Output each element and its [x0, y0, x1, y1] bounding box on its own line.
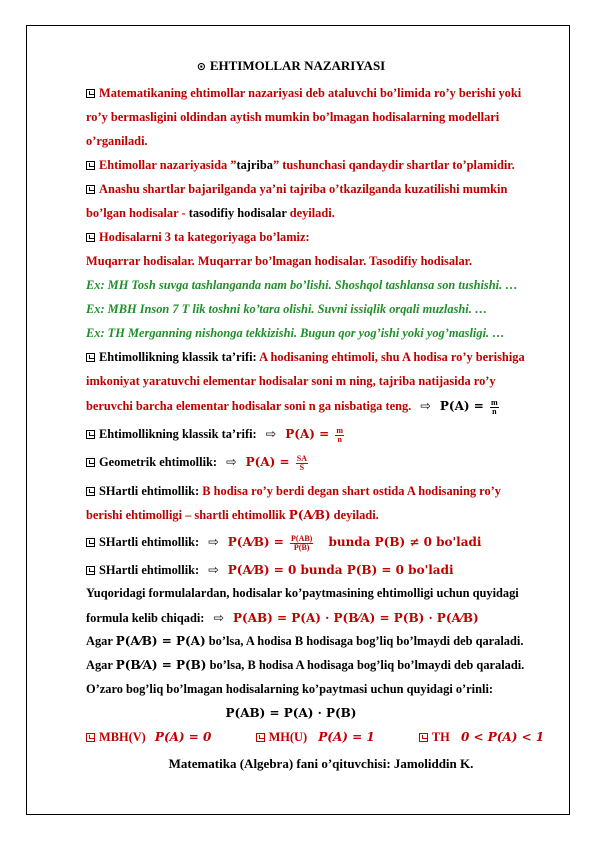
paragraph-line: o’rganiladi.	[86, 134, 148, 148]
paragraph-line: bo’lgan hodisalar - tasodifiy hodisalar deyiladi.	[86, 206, 335, 220]
example-line: Ex: TH Merganning nishonga tekkizishi. Bugun qor yog’ishi yoki yog’masligi. …	[86, 326, 505, 340]
category-summary: MBH(V) P(A) = 0 MH(U) P(A) = 1 TH 0 < P(A) < 1	[86, 730, 544, 745]
paragraph-line: berishi ehtimolligi – shartli ehtimollik P(A⁄B) deyiladi.	[86, 508, 379, 522]
arrow-icon: ⇨	[420, 398, 431, 413]
example-line: Ex: MBH Inson 7 T lik toshni ko’tara olishi. Suvni issiqlik orqali muzlashi. …	[86, 302, 488, 316]
checkbox-icon	[86, 733, 95, 742]
checkbox-icon	[86, 538, 95, 547]
paragraph-line: SHartli ehtimollik: ⇨ P(A⁄B) = 0 bunda P(B) = 0 bo'ladi	[86, 562, 454, 578]
paragraph-line: Yuqoridagi formulalardan, hodisalar ko’paytmasining ehtimolligi uchun quyidagi	[86, 586, 519, 600]
footer-author: Matematika (Algebra) fani o’qituvchisi: Jamoliddin K.	[168, 756, 474, 771]
paragraph-line: Agar P(B⁄A) = P(B) bo’lsa, B hodisa A hodisaga bog’liq bo’lmaydi deb qaraladi.	[86, 658, 525, 672]
independence-formula: P(AB) = P(A) · P(B)	[225, 706, 357, 720]
checkbox-icon	[86, 89, 95, 98]
paragraph-line: Ehtimollar nazariyasida ”tajriba” tushunchasi qandaydir shartlar to’plamidir.	[86, 158, 515, 173]
paragraph-line: Agar P(A⁄B) = P(A) bo’lsa, A hodisa B hodisaga bog’liq bo’lmaydi deb qaraladi.	[86, 634, 524, 648]
paragraph-line: Anashu shartlar bajarilganda ya’ni tajriba o’tkazilganda kuzatilishi mumkin	[86, 182, 507, 197]
page-title: ⊙ EHTIMOLLAR NAZARIYASI	[196, 58, 386, 73]
paragraph-line: beruvchi barcha elementar hodisalar soni n ga nisbatiga teng. ⇨ P(A) = $\frac{m}{n}$	[86, 397, 498, 416]
arrow-icon: ⇨	[213, 610, 224, 625]
paragraph-line: Muqarrar hodisalar. Muqarrar bo’lmagan hodisalar. Tasodifiy hodisalar.	[86, 254, 473, 268]
paragraph-line: imkoniyat yaratuvchi elementar hodisalar soni m ning, tajriba natijasida ro’y	[86, 374, 496, 388]
paragraph-line: SHartli ehtimollik: B hodisa ro’y berdi degan shart ostida A hodisaning ro’y	[86, 484, 501, 499]
checkbox-icon	[86, 161, 95, 170]
checkbox-icon	[419, 733, 428, 742]
paragraph-line: Ehtimollikning klassik ta’rifi: A hodisaning ehtimoli, shu A hodisa ro’y berishiga	[86, 350, 525, 365]
checkbox-icon	[86, 566, 95, 575]
arrow-icon: ⇨	[265, 426, 277, 441]
checkbox-icon	[256, 733, 265, 742]
paragraph-line: O’zaro bog’liq bo’lmagan hodisalarning ko’paytmasi uchun quyidagi o’rinli:	[86, 682, 494, 696]
arrow-icon: ⇨	[208, 534, 219, 549]
paragraph-line: Hodisalarni 3 ta kategoriyaga bo’lamiz:	[86, 230, 310, 245]
checkbox-icon	[86, 458, 95, 467]
paragraph-line: Geometrik ehtimollik: ⇨ P(A) = $\frac{SA}{S}$	[86, 454, 308, 472]
paragraph-line: Matematikaning ehtimollar nazariyasi deb ataluvchi bo’limida ro’y berishi yoki	[86, 86, 521, 101]
paragraph-line: SHartli ehtimollik: ⇨ P(A⁄B) = $\frac{P(AB)}{P(B)}$ bunda P(B) ≠ 0 bo'ladi	[86, 534, 481, 552]
checkbox-icon	[86, 430, 95, 439]
example-line: Ex: MH Tosh suvga tashlanganda nam bo’lishi. Shoshqol tashlansa son tushishi. …	[86, 278, 518, 292]
paragraph-line: ro’y bermasligini oldindan aytish mumkin bo’lmagan hodisalarning modellari	[86, 110, 500, 124]
arrow-icon: ⇨	[226, 454, 237, 469]
title-icon: ⊙	[196, 60, 210, 73]
checkbox-icon	[86, 233, 95, 242]
paragraph-line: formula kelib chiqadi: ⇨ P(AB) = P(A) · P(B⁄A) = P(B) · P(A⁄B)	[86, 610, 479, 625]
checkbox-icon	[86, 185, 95, 194]
paragraph-line: Ehtimollikning klassik ta’rifi: ⇨ P(A) = $\frac{m}{n}$	[86, 426, 344, 444]
checkbox-icon	[86, 487, 95, 496]
arrow-icon: ⇨	[208, 562, 219, 577]
checkbox-icon	[86, 353, 95, 362]
